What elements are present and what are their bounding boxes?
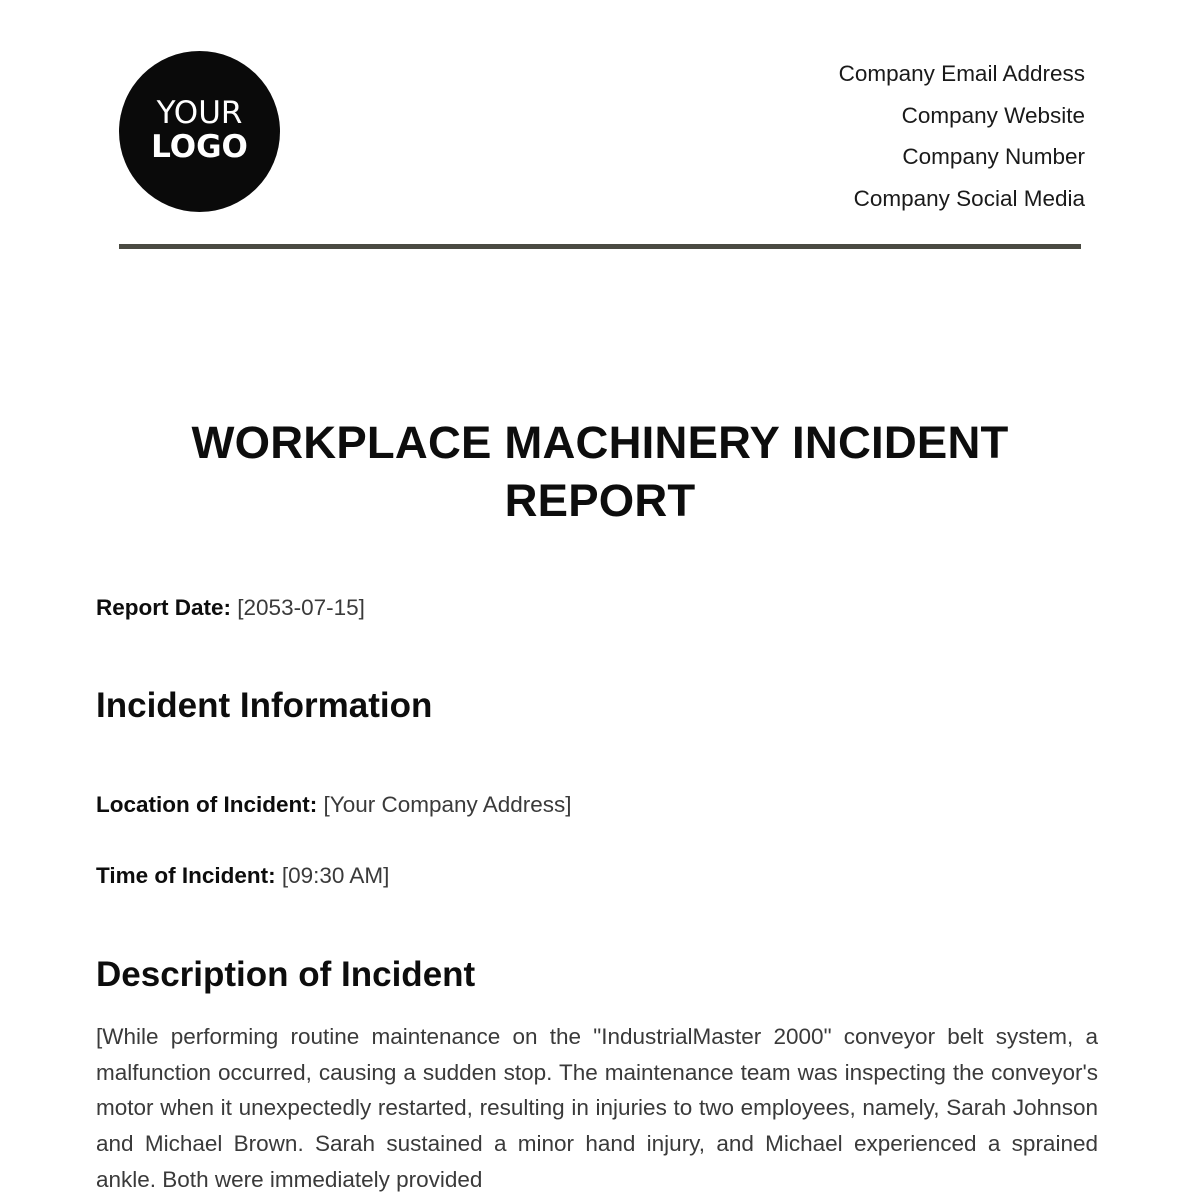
company-number: Company Number <box>902 144 1085 170</box>
location-value: [Your Company Address] <box>323 792 572 817</box>
time-field <box>96 863 389 889</box>
company-social-media: Company Social Media <box>853 186 1085 212</box>
header-divider <box>119 244 1081 249</box>
company-contact-block <box>839 53 1085 220</box>
description-paragraph: [While performing routine maintenance on the "IndustrialMaster 2000" conveyor belt system, a malfunction occurred, causing a sudden stop. The maintenance team was inspecting the conveyor's motor when it unexpectedly restarted, resulting in injuries to two employees, namely, Sarah Johnson and Michael Brown. Sarah sustained a minor hand injury, and Michael experienced a sprained ankle. Both were immediately provided <box>96 1024 1098 1192</box>
report-date-field <box>96 595 365 621</box>
company-logo <box>119 51 280 212</box>
description-heading: Description of Incident <box>96 955 476 994</box>
report-date-label: Report Date: <box>96 595 232 620</box>
time-label: Time of Incident: <box>96 863 276 888</box>
time-value: [09:30 AM] <box>281 863 390 888</box>
company-website: Company Website <box>901 102 1085 128</box>
location-label: Location of Incident: <box>96 792 318 817</box>
logo-text-your: YOUR <box>156 94 243 131</box>
location-field <box>96 792 572 818</box>
incident-information-heading: Incident Information <box>96 686 433 725</box>
document-title: WORKPLACE MACHINERY INCIDENT REPORT <box>191 417 1009 526</box>
logo-text-logo: LOGO <box>151 128 248 165</box>
report-date-value: [2053-07-15] <box>237 595 365 620</box>
company-email: Company Email Address <box>838 61 1085 86</box>
